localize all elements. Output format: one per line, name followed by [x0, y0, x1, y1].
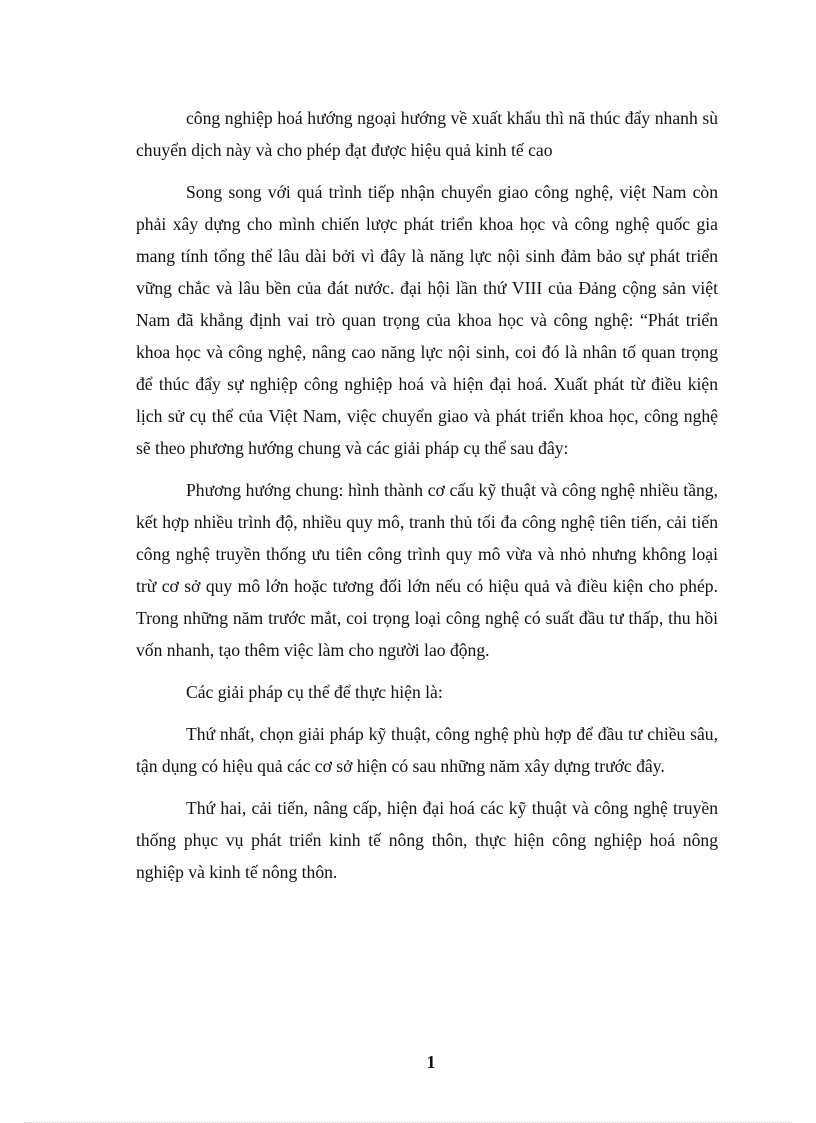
paragraph-second-solution: Thứ hai, cải tiến, nâng cấp, hiện đại hoá các kỹ thuật và công nghệ truyền thống phục vụ phát triển kinh tế nông thôn, thực hiện công nghiệp hoá nông nghiệp và kinh tế nông thôn. — [136, 798, 718, 882]
page-number: 1 — [426, 1052, 436, 1072]
paragraph-general-direction: Phương hướng chung: hình thành cơ cấu kỹ thuật và công nghệ nhiều tầng, kết hợp nhiều trình độ, nhiều quy mô, tranh thủ tối đa công nghệ tiên tiến, cải tiến công nghệ truyền thống ưu tiên công trình quy mô vừa và nhỏ nhưng không loại trừ cơ sở quy mô lớn hoặc tương đối lớn nếu có hiệu quả và điều kiện cho phép. Trong những năm trước mắt, coi trọng loại công nghệ có suất đầu tư thấp, thu hồi vốn nhanh, tạo thêm việc làm cho người lao động. — [136, 480, 718, 660]
paragraph-first-solution: Thứ nhất, chọn giải pháp kỹ thuật, công nghệ phù hợp để đầu tư chiều sâu, tận dụng có hiệu quả các cơ sở hiện có sau những năm xây dựng trước đây. — [136, 724, 718, 776]
body-text — [136, 102, 718, 898]
paragraph-science-strategy: Song song với quá trình tiếp nhận chuyển giao công nghệ, việt Nam còn phải xây dựng cho mình chiến lược phát triển khoa học và công nghệ quốc gia mang tính tổng thể lâu dài bởi vì đây là năng lực nội sinh đảm bảo sự phát triển vững chắc và lâu bền của đát nước. đại hội lần thứ VIII của Đảng cộng sản việt Nam đã khẳng định vai trò quan trọng của khoa học và công nghệ: “Phát triển khoa học và công nghệ, nâng cao năng lực nội sinh, coi đó là nhân tố quan trọng để thúc đẩy sự nghiệp công nghiệp hoá và hiện đại hoá. Xuất phát từ điều kiện lịch sử cụ thể của Việt Nam, việc chuyển giao và phát triển khoa học, công nghệ sẽ theo phương hướng chung và các giải pháp cụ thể sau đây: — [136, 182, 718, 458]
paragraph-continuation: công nghiệp hoá hướng ngoại hướng về xuất khẩu thì nã thúc đẩy nhanh sù chuyển dịch này và cho phép đạt được hiệu quả kinh tế cao — [136, 108, 718, 160]
paragraph-solutions-intro: Các giải pháp cụ thể để thực hiện là: — [186, 682, 443, 702]
